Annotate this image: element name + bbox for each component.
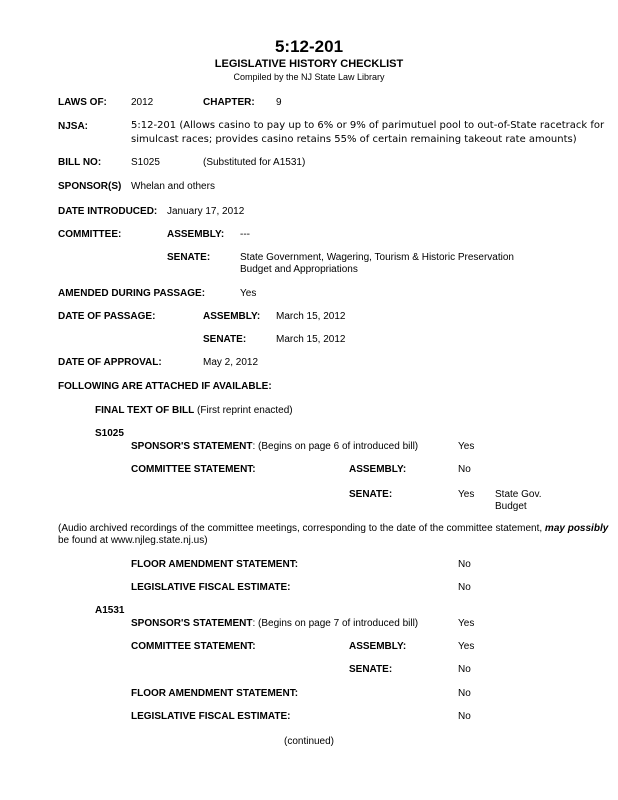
committee-senate-value-1: State Government, Wagering, Tourism & Historic Preservation	[240, 252, 514, 263]
date-of-passage-label: DATE OF PASSAGE:	[58, 311, 156, 322]
a1531-sponsor-note: : (Begins on page 7 of introduced bill)	[252, 618, 419, 629]
date-introduced-value: January 17, 2012	[167, 206, 245, 217]
passage-assembly-label: ASSEMBLY:	[203, 311, 261, 322]
final-text-label: FINAL TEXT OF BILL	[95, 405, 195, 416]
s1025-assembly-value: No	[458, 464, 471, 475]
a1531-senate-value: No	[458, 664, 471, 675]
s1025-floor-label: FLOOR AMENDMENT STATEMENT:	[131, 559, 299, 570]
bill-no-note: (Substituted for A1531)	[203, 157, 306, 168]
a1531-assembly-label: ASSEMBLY:	[349, 641, 407, 652]
sponsors-value: Whelan and others	[131, 181, 215, 192]
s1025-sponsor-value: Yes	[458, 441, 475, 452]
s1025-assembly-label: ASSEMBLY:	[349, 464, 407, 475]
a1531-senate-label: SENATE:	[349, 664, 393, 675]
a1531-floor-value: No	[458, 688, 471, 699]
chapter-label: CHAPTER:	[203, 97, 255, 108]
s1025-committee-label: COMMITTEE STATEMENT:	[131, 464, 256, 475]
committee-assembly-label: ASSEMBLY:	[167, 229, 225, 240]
s1025-sponsor-row	[131, 441, 418, 452]
a1531-assembly-value: Yes	[458, 641, 475, 652]
amended-label: AMENDED DURING PASSAGE:	[58, 288, 206, 299]
passage-senate-value: March 15, 2012	[276, 334, 346, 345]
compiled-by: Compiled by the NJ State Law Library	[233, 72, 385, 82]
s1025-fiscal-value: No	[458, 582, 471, 593]
a1531-floor-label: FLOOR AMENDMENT STATEMENT:	[131, 688, 299, 699]
bill-no-label: BILL NO:	[58, 157, 102, 168]
s1025-senate-label: SENATE:	[349, 489, 393, 500]
audio-note-emphasis: may possibly	[544, 523, 609, 534]
a1531-sponsor-value: Yes	[458, 618, 475, 629]
bill-no-value: S1025	[131, 157, 160, 168]
passage-assembly-value: March 15, 2012	[276, 311, 346, 322]
law-number: 5:12-201	[274, 37, 344, 56]
s1025-senate-note-2: Budget	[495, 501, 527, 512]
final-text-row	[95, 405, 293, 416]
page-title: LEGISLATIVE HISTORY CHECKLIST	[214, 58, 404, 70]
s1025-fiscal-label: LEGISLATIVE FISCAL ESTIMATE:	[131, 582, 291, 593]
sponsors-label: SPONSOR(S)	[58, 181, 122, 192]
laws-of-value: 2012	[131, 97, 154, 108]
date-of-approval-label: DATE OF APPROVAL:	[58, 357, 162, 368]
s1025-senate-value: Yes	[458, 489, 475, 500]
laws-of-label: LAWS OF:	[58, 97, 107, 108]
s1025-floor-value: No	[458, 559, 471, 570]
s1025-label: S1025	[95, 428, 124, 439]
a1531-sponsor-label: SPONSOR'S STATEMENT	[131, 618, 253, 629]
amended-value: Yes	[240, 288, 257, 299]
date-of-approval-value: May 2, 2012	[203, 357, 259, 368]
passage-senate-label: SENATE:	[203, 334, 247, 345]
final-text-note: (First reprint enacted)	[194, 405, 293, 416]
committee-senate-value-2: Budget and Appropriations	[240, 264, 358, 275]
date-introduced-label: DATE INTRODUCED:	[58, 206, 158, 217]
audio-note-line-1	[58, 523, 608, 534]
attached-heading: FOLLOWING ARE ATTACHED IF AVAILABLE:	[58, 381, 272, 392]
audio-note-line-2: be found at www.njleg.state.nj.us)	[58, 535, 208, 546]
njsa-label: NJSA:	[58, 121, 89, 132]
committee-senate-label: SENATE:	[167, 252, 211, 263]
njsa-line-2: simulcast races; provides casino retains 55% of certain remaining takeout rate amounts)	[131, 134, 577, 145]
a1531-sponsor-row	[131, 618, 418, 629]
a1531-label: A1531	[95, 605, 125, 616]
a1531-committee-label: COMMITTEE STATEMENT:	[131, 641, 256, 652]
s1025-sponsor-label: SPONSOR'S STATEMENT	[131, 441, 253, 452]
committee-label: COMMITTEE:	[58, 229, 122, 240]
njsa-description	[131, 119, 611, 147]
audio-note-text: (Audio archived recordings of the committee meetings, corresponding to the date of the committee statement,	[58, 523, 545, 534]
njsa-line-1: 5:12-201 (Allows casino to pay up to 6% or 9% of parimutuel pool to out-of-State racetrack for	[131, 120, 605, 131]
s1025-senate-note-1: State Gov.	[495, 489, 542, 500]
committee-assembly-value: ---	[240, 229, 250, 240]
continued-note: (continued)	[283, 736, 335, 747]
s1025-sponsor-note: : (Begins on page 6 of introduced bill)	[252, 441, 419, 452]
a1531-fiscal-label: LEGISLATIVE FISCAL ESTIMATE:	[131, 711, 291, 722]
a1531-fiscal-value: No	[458, 711, 471, 722]
chapter-value: 9	[276, 97, 282, 108]
